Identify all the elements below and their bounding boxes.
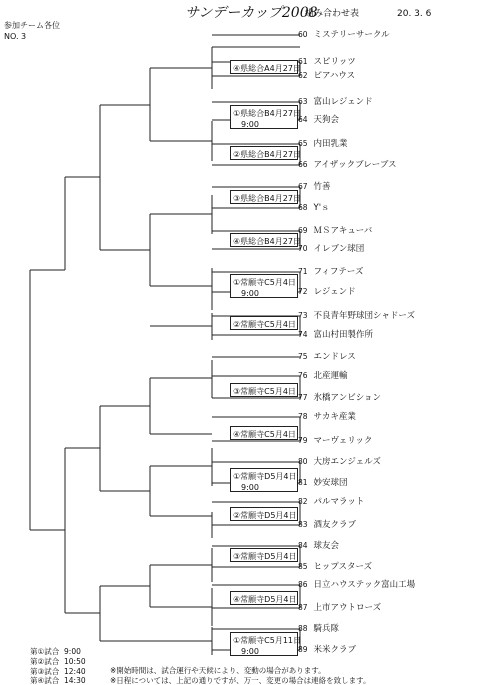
- match-info: ②常願寺C5月4日: [233, 320, 296, 329]
- team-name: ピアハウス: [313, 71, 356, 81]
- document-date: 20. 3. 6: [397, 9, 432, 19]
- match-info: ④県総合B4月27日: [233, 237, 301, 246]
- match-box: [230, 383, 298, 397]
- team-name: 上市アウトローズ: [313, 603, 382, 613]
- match-box: [230, 591, 298, 605]
- match-time: 9:00: [241, 483, 259, 492]
- page-title: サンデーカップ2008: [185, 5, 318, 21]
- participants-label: 参加チーム各位: [4, 21, 60, 30]
- team-name: レジェンド: [313, 287, 356, 297]
- schedule-time: 10:50: [64, 657, 86, 666]
- team-name: 氷橋アンビション: [313, 393, 382, 403]
- team-entry: [298, 472, 348, 488]
- team-entry: [298, 639, 356, 655]
- team-name: Y'ｓ: [313, 203, 330, 213]
- match-info: ③県総合B4月27日: [233, 194, 301, 203]
- schedule-label: 第④試合: [30, 676, 60, 685]
- team-entry: [298, 65, 355, 81]
- match-time: 9:00: [241, 647, 259, 656]
- team-entry: [298, 556, 372, 572]
- match-info: ②常願寺D5月4日: [233, 511, 297, 520]
- team-entry: [298, 597, 381, 613]
- team-name: フィフテーズ: [313, 267, 364, 277]
- team-number: 87: [298, 603, 308, 612]
- team-number: 65: [298, 139, 308, 148]
- team-number: 69: [298, 226, 308, 235]
- team-number: 83: [298, 520, 308, 529]
- team-number: 61: [298, 57, 308, 66]
- match-box: [230, 146, 301, 160]
- team-name: ＭＳアキューバ: [313, 226, 373, 236]
- schedule-row: [30, 648, 81, 656]
- team-number: 85: [298, 562, 308, 571]
- team-number: 88: [298, 624, 308, 633]
- team-entry: [298, 406, 356, 422]
- team-number: 60: [298, 30, 308, 39]
- match-info: ①県総合B4月27日: [233, 109, 301, 118]
- match-box: [230, 190, 301, 204]
- match-box: [230, 316, 298, 330]
- team-number: 68: [298, 203, 308, 212]
- team-name: 竹善: [313, 182, 331, 192]
- match-box: [230, 274, 298, 298]
- team-entry: [298, 305, 415, 321]
- team-number: 71: [298, 267, 308, 276]
- team-name: 不良青年野球団シャドーズ: [313, 311, 415, 321]
- team-name: 日立ハウステック富山工場: [313, 580, 416, 590]
- team-entry: [298, 220, 372, 236]
- schedule-time: 14:30: [64, 676, 86, 685]
- team-entry: [298, 261, 363, 277]
- team-entry: [298, 514, 356, 530]
- team-name: エンドレス: [313, 352, 356, 362]
- team-entry: [298, 430, 372, 446]
- schedule-row: [30, 668, 86, 676]
- match-box: [230, 60, 301, 74]
- team-entry: [298, 154, 397, 170]
- team-number: 84: [298, 541, 308, 550]
- team-name: パルマラット: [313, 497, 365, 507]
- schedule-time: 9:00: [64, 647, 81, 656]
- document-number: NO. 3: [4, 32, 27, 41]
- match-info: ④常願寺D5月4日: [233, 595, 297, 604]
- schedule-row: [30, 658, 86, 666]
- team-name: 酒友クラブ: [313, 520, 357, 530]
- document-type: 組み合わせ表: [305, 9, 360, 19]
- team-entry: [298, 24, 390, 40]
- team-number: 75: [298, 352, 308, 361]
- team-number: 77: [298, 393, 308, 402]
- team-entry: [298, 281, 356, 297]
- team-entry: [298, 451, 381, 467]
- team-number: 64: [298, 115, 308, 124]
- team-number: 72: [298, 287, 308, 296]
- team-name: 大房エンジェルズ: [313, 457, 381, 467]
- match-info: ③常願寺C5月4日: [233, 387, 296, 396]
- team-entry: [298, 109, 339, 125]
- team-number: 67: [298, 182, 308, 191]
- team-name: マーヴェリック: [313, 436, 373, 446]
- team-name: 騎兵隊: [313, 624, 340, 634]
- team-name: ヒップスターズ: [313, 562, 373, 572]
- team-number: 62: [298, 71, 308, 80]
- team-entry: [298, 387, 381, 403]
- match-box: [230, 233, 301, 247]
- team-name: 富山村田製作所: [313, 330, 374, 340]
- team-name: ミステリーサークル: [313, 30, 390, 40]
- match-info: ②県総合B4月27日: [233, 150, 301, 159]
- team-entry: [298, 491, 364, 507]
- team-entry: [298, 574, 415, 590]
- team-name: 富山レジェンド: [313, 97, 373, 107]
- match-time: 9:00: [241, 289, 259, 298]
- schedule-label: 第①試合: [30, 647, 60, 656]
- match-box: [230, 507, 298, 521]
- match-time: 9:00: [241, 120, 259, 129]
- team-entry: [298, 133, 348, 149]
- team-entry: [298, 535, 339, 551]
- team-entry: [298, 365, 348, 381]
- team-name: 内田乳業: [313, 139, 348, 149]
- team-number: 66: [298, 160, 308, 169]
- team-number: 73: [298, 311, 308, 320]
- team-number: 70: [298, 244, 308, 253]
- note-start-time: ※開始時間は、試合運行や天候により、変動の場合があります。: [110, 666, 326, 675]
- team-entry: [298, 91, 373, 107]
- team-name: 米米クラブ: [313, 645, 357, 655]
- schedule-label: 第③試合: [30, 667, 60, 676]
- match-info: ①常願寺D5月4日: [233, 472, 297, 481]
- team-entry: [298, 176, 331, 192]
- match-box: [230, 548, 298, 562]
- team-number: 80: [298, 457, 308, 466]
- match-box: [230, 468, 298, 492]
- team-name: スピリッツ: [313, 57, 356, 67]
- team-entry: [298, 618, 339, 634]
- team-number: 89: [298, 645, 308, 654]
- team-name: 天狗会: [313, 115, 340, 125]
- team-number: 74: [298, 330, 308, 339]
- match-box: [230, 632, 302, 656]
- match-info: ①常願寺C5月11日: [233, 636, 302, 645]
- team-name: 球友会: [313, 541, 340, 551]
- team-name: イレブン球団: [313, 244, 365, 254]
- match-box: [230, 105, 301, 129]
- team-name: 妙安球団: [313, 478, 348, 488]
- match-info: ④常願寺C5月4日: [233, 430, 296, 439]
- team-number: 81: [298, 478, 308, 487]
- team-number: 63: [298, 97, 308, 106]
- match-info: ①常願寺C5月4日: [233, 278, 296, 287]
- team-number: 76: [298, 371, 308, 380]
- team-number: 82: [298, 497, 308, 506]
- team-name: 北産運輸: [313, 371, 348, 381]
- team-entry: [298, 238, 364, 254]
- note-schedule-change: ※日程については、上記の通りですが、万一、変更の場合は連絡を致します。: [110, 676, 371, 685]
- team-number: 86: [298, 580, 308, 589]
- team-entry: [298, 346, 356, 362]
- match-info: ③常願寺D5月4日: [233, 552, 297, 561]
- schedule-row: [30, 677, 86, 685]
- match-info: ④県総合A4月27日: [233, 64, 301, 73]
- match-box: [230, 426, 298, 440]
- team-number: 79: [298, 436, 308, 445]
- team-entry: [298, 197, 330, 213]
- schedule-time: 12:40: [64, 667, 86, 676]
- team-name: サカキ産業: [313, 412, 356, 422]
- team-number: 78: [298, 412, 308, 421]
- team-name: アイザックブレーブス: [313, 160, 397, 170]
- schedule-label: 第②試合: [30, 657, 60, 666]
- team-entry: [298, 324, 373, 340]
